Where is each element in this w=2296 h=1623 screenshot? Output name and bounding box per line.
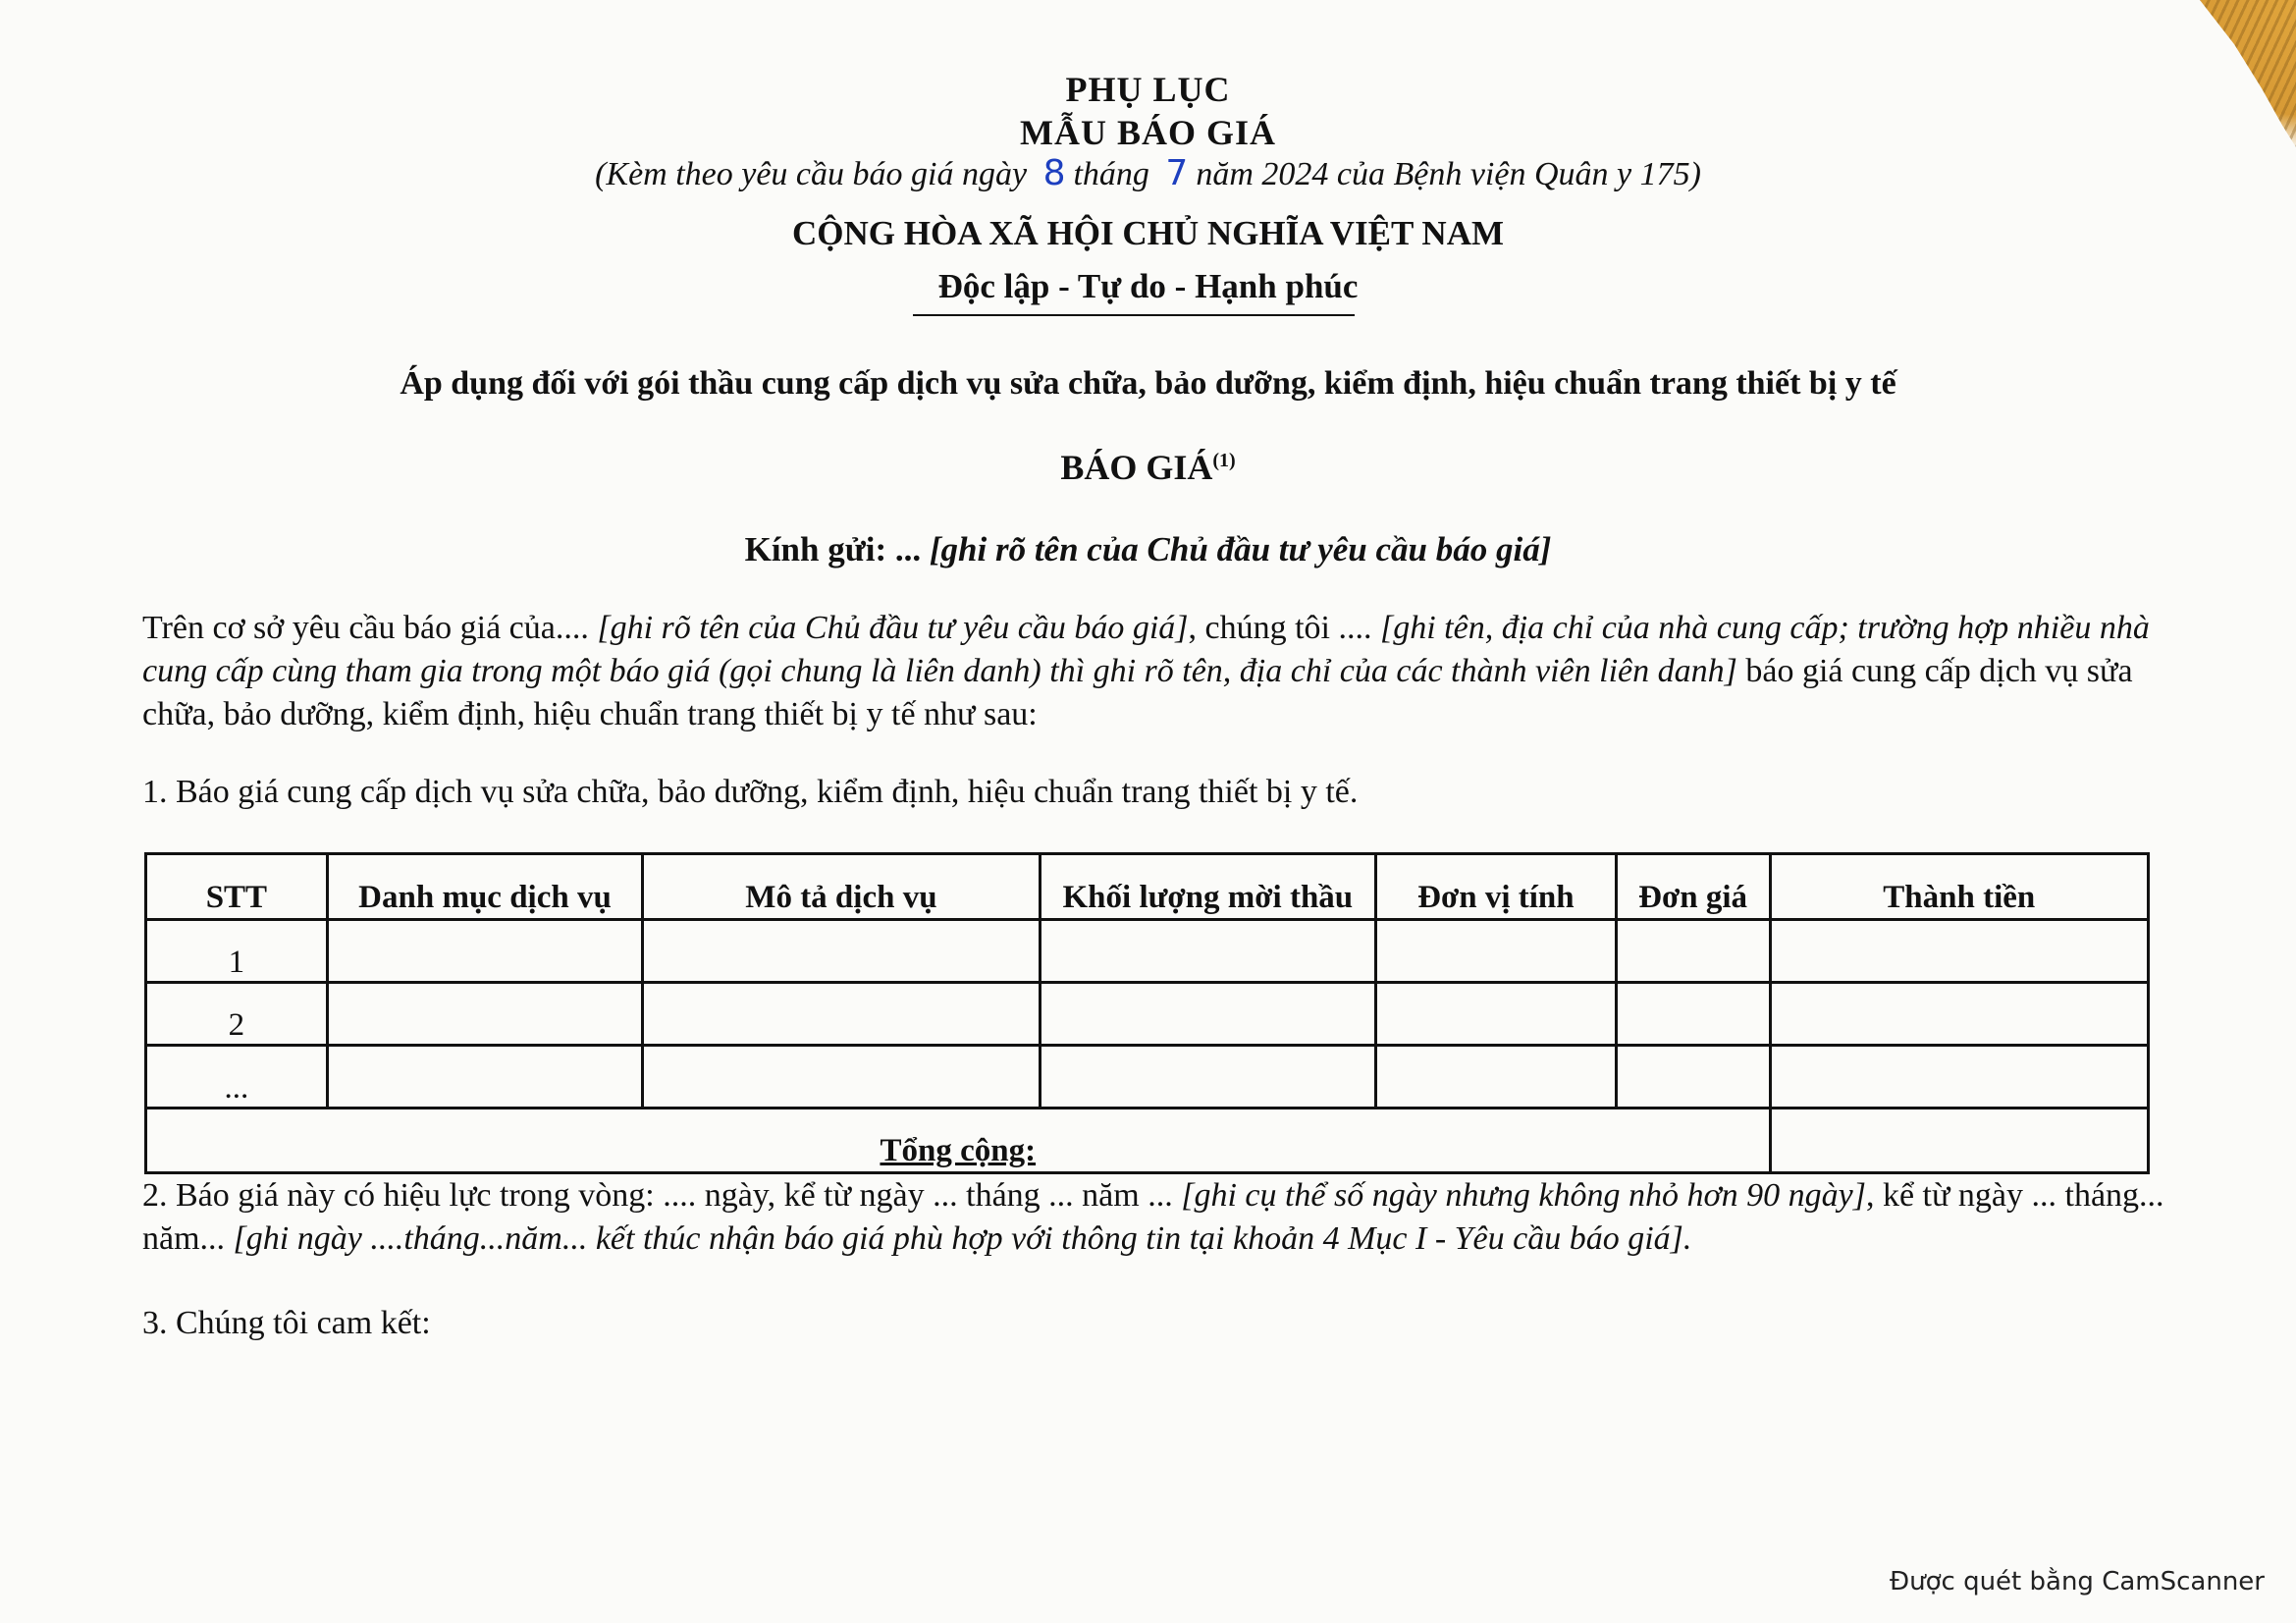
section-1-heading: 1. Báo giá cung cấp dịch vụ sửa chữa, bảo dưỡng, kiểm định, hiệu chuẩn trang thiết bị y tế. [142,774,1359,810]
cell-service-list [327,1046,643,1109]
intro-part4: [ghi tên, địa chỉ của nhà cung cấp; trường hợp nhiều nhà cung cấp cùng tham gia trong một báo giá (gọi chung là liên danh) thì ghi rõ tên, địa chỉ của các thành viên liên danh] [142,610,2150,689]
section-2-part3: , kể từ ngày ... tháng... năm... [142,1177,2164,1257]
cell-unit [1376,920,1617,983]
col-header-amount: Thành tiền [1770,854,2148,920]
cell-amount [1770,920,2148,983]
section-2-part1: 2. Báo giá này có hiệu lực trong vòng: .... ngày, kể từ ngày ... tháng ... năm ... [142,1177,1173,1214]
intro-part2: [ghi rõ tên của Chủ đầu tư yêu cầu báo giá] [597,610,1189,646]
cell-unit [1376,983,1617,1046]
section-3-heading: 3. Chúng tôi cam kết: [142,1305,431,1341]
section-2-part4: [ghi ngày ....tháng...năm... kết thúc nhận báo giá phù hợp với thông tin tại khoản 4 Mục I - Yêu cầu báo giá]. [233,1220,1692,1257]
appendix-title: PHỤ LỤC [1065,70,1231,109]
cell-service-description [643,983,1040,1046]
cell-unit-price [1616,983,1770,1046]
col-header-unit-price: Đơn giá [1616,854,1770,920]
form-title: MẪU BÁO GIÁ [1020,113,1276,152]
table-row [146,983,2149,1046]
cell-quantity [1040,920,1375,983]
section-2-paragraph [142,1174,2164,1261]
cell-stt: ... [146,1046,328,1109]
total-label: Tổng cộng: [146,1109,1771,1173]
intro-part5: báo giá cung cấp dịch vụ sửa chữa, bảo dưỡng, kiểm định, hiệu chuẩn trang thiết bị y tế như sau: [142,653,2133,732]
col-header-stt: STT [146,854,328,920]
addressee-placeholder: [ghi rõ tên của Chủ đầu tư yêu cầu báo giá] [929,530,1552,568]
cell-quantity [1040,983,1375,1046]
republic-name: CỘNG HÒA XÃ HỘI CHỦ NGHĨA VIỆT NAM [791,214,1505,252]
quote-table [144,852,2150,1174]
cell-service-list [327,983,643,1046]
quote-heading [0,447,2296,488]
cell-amount [1770,983,2148,1046]
table-total-row [146,1109,2149,1173]
cell-service-description [643,920,1040,983]
section-2-part2: [ghi cụ thể số ngày nhưng không nhỏ hơn 90 ngày] [1181,1177,1866,1214]
quote-title: BÁO GIÁ [1060,448,1213,487]
col-header-quantity: Khối lượng mời thầu [1040,854,1375,920]
cell-unit [1376,1046,1617,1109]
table-row [146,1046,2149,1109]
handwritten-month: 7 [1165,153,1189,193]
attachment-prefix: (Kèm theo yêu cầu báo giá ngày [595,156,1028,192]
cell-amount [1770,1046,2148,1109]
addressee-label: Kính gửi: ... [744,530,922,568]
cell-stt: 1 [146,920,328,983]
total-amount-cell [1770,1109,2148,1173]
intro-part1: Trên cơ sở yêu cầu báo giá của.... [142,610,589,646]
cell-service-list [327,920,643,983]
col-header-unit: Đơn vị tính [1376,854,1617,920]
attachment-suffix: năm 2024 của Bệnh viện Quân y 175) [1196,156,1701,192]
intro-paragraph [142,607,2164,736]
scope-statement: Áp dụng đối với gói thầu cung cấp dịch vụ sửa chữa, bảo dưỡng, kiểm định, hiệu chuẩn trang thiết bị y tế [400,365,1896,402]
cell-stt: 2 [146,983,328,1046]
col-header-service-description: Mô tả dịch vụ [643,854,1040,920]
table-row [146,920,2149,983]
col-header-service-list: Danh mục dịch vụ [327,854,643,920]
motto-underline [913,314,1355,316]
addressee-line [0,530,2296,569]
attachment-mid: tháng [1073,156,1149,192]
attachment-note [0,153,2296,193]
quote-footnote-mark: (1) [1212,450,1236,471]
cell-service-description [643,1046,1040,1109]
table-header-row [146,854,2149,920]
cell-unit-price [1616,1046,1770,1109]
national-motto: Độc lập - Tự do - Hạnh phúc [937,267,1359,305]
cell-unit-price [1616,920,1770,983]
handwritten-day: 8 [1042,153,1066,193]
scanner-watermark: Được quét bằng CamScanner [1889,1567,2265,1596]
cell-quantity [1040,1046,1375,1109]
intro-part3: , chúng tôi .... [1188,610,1372,646]
